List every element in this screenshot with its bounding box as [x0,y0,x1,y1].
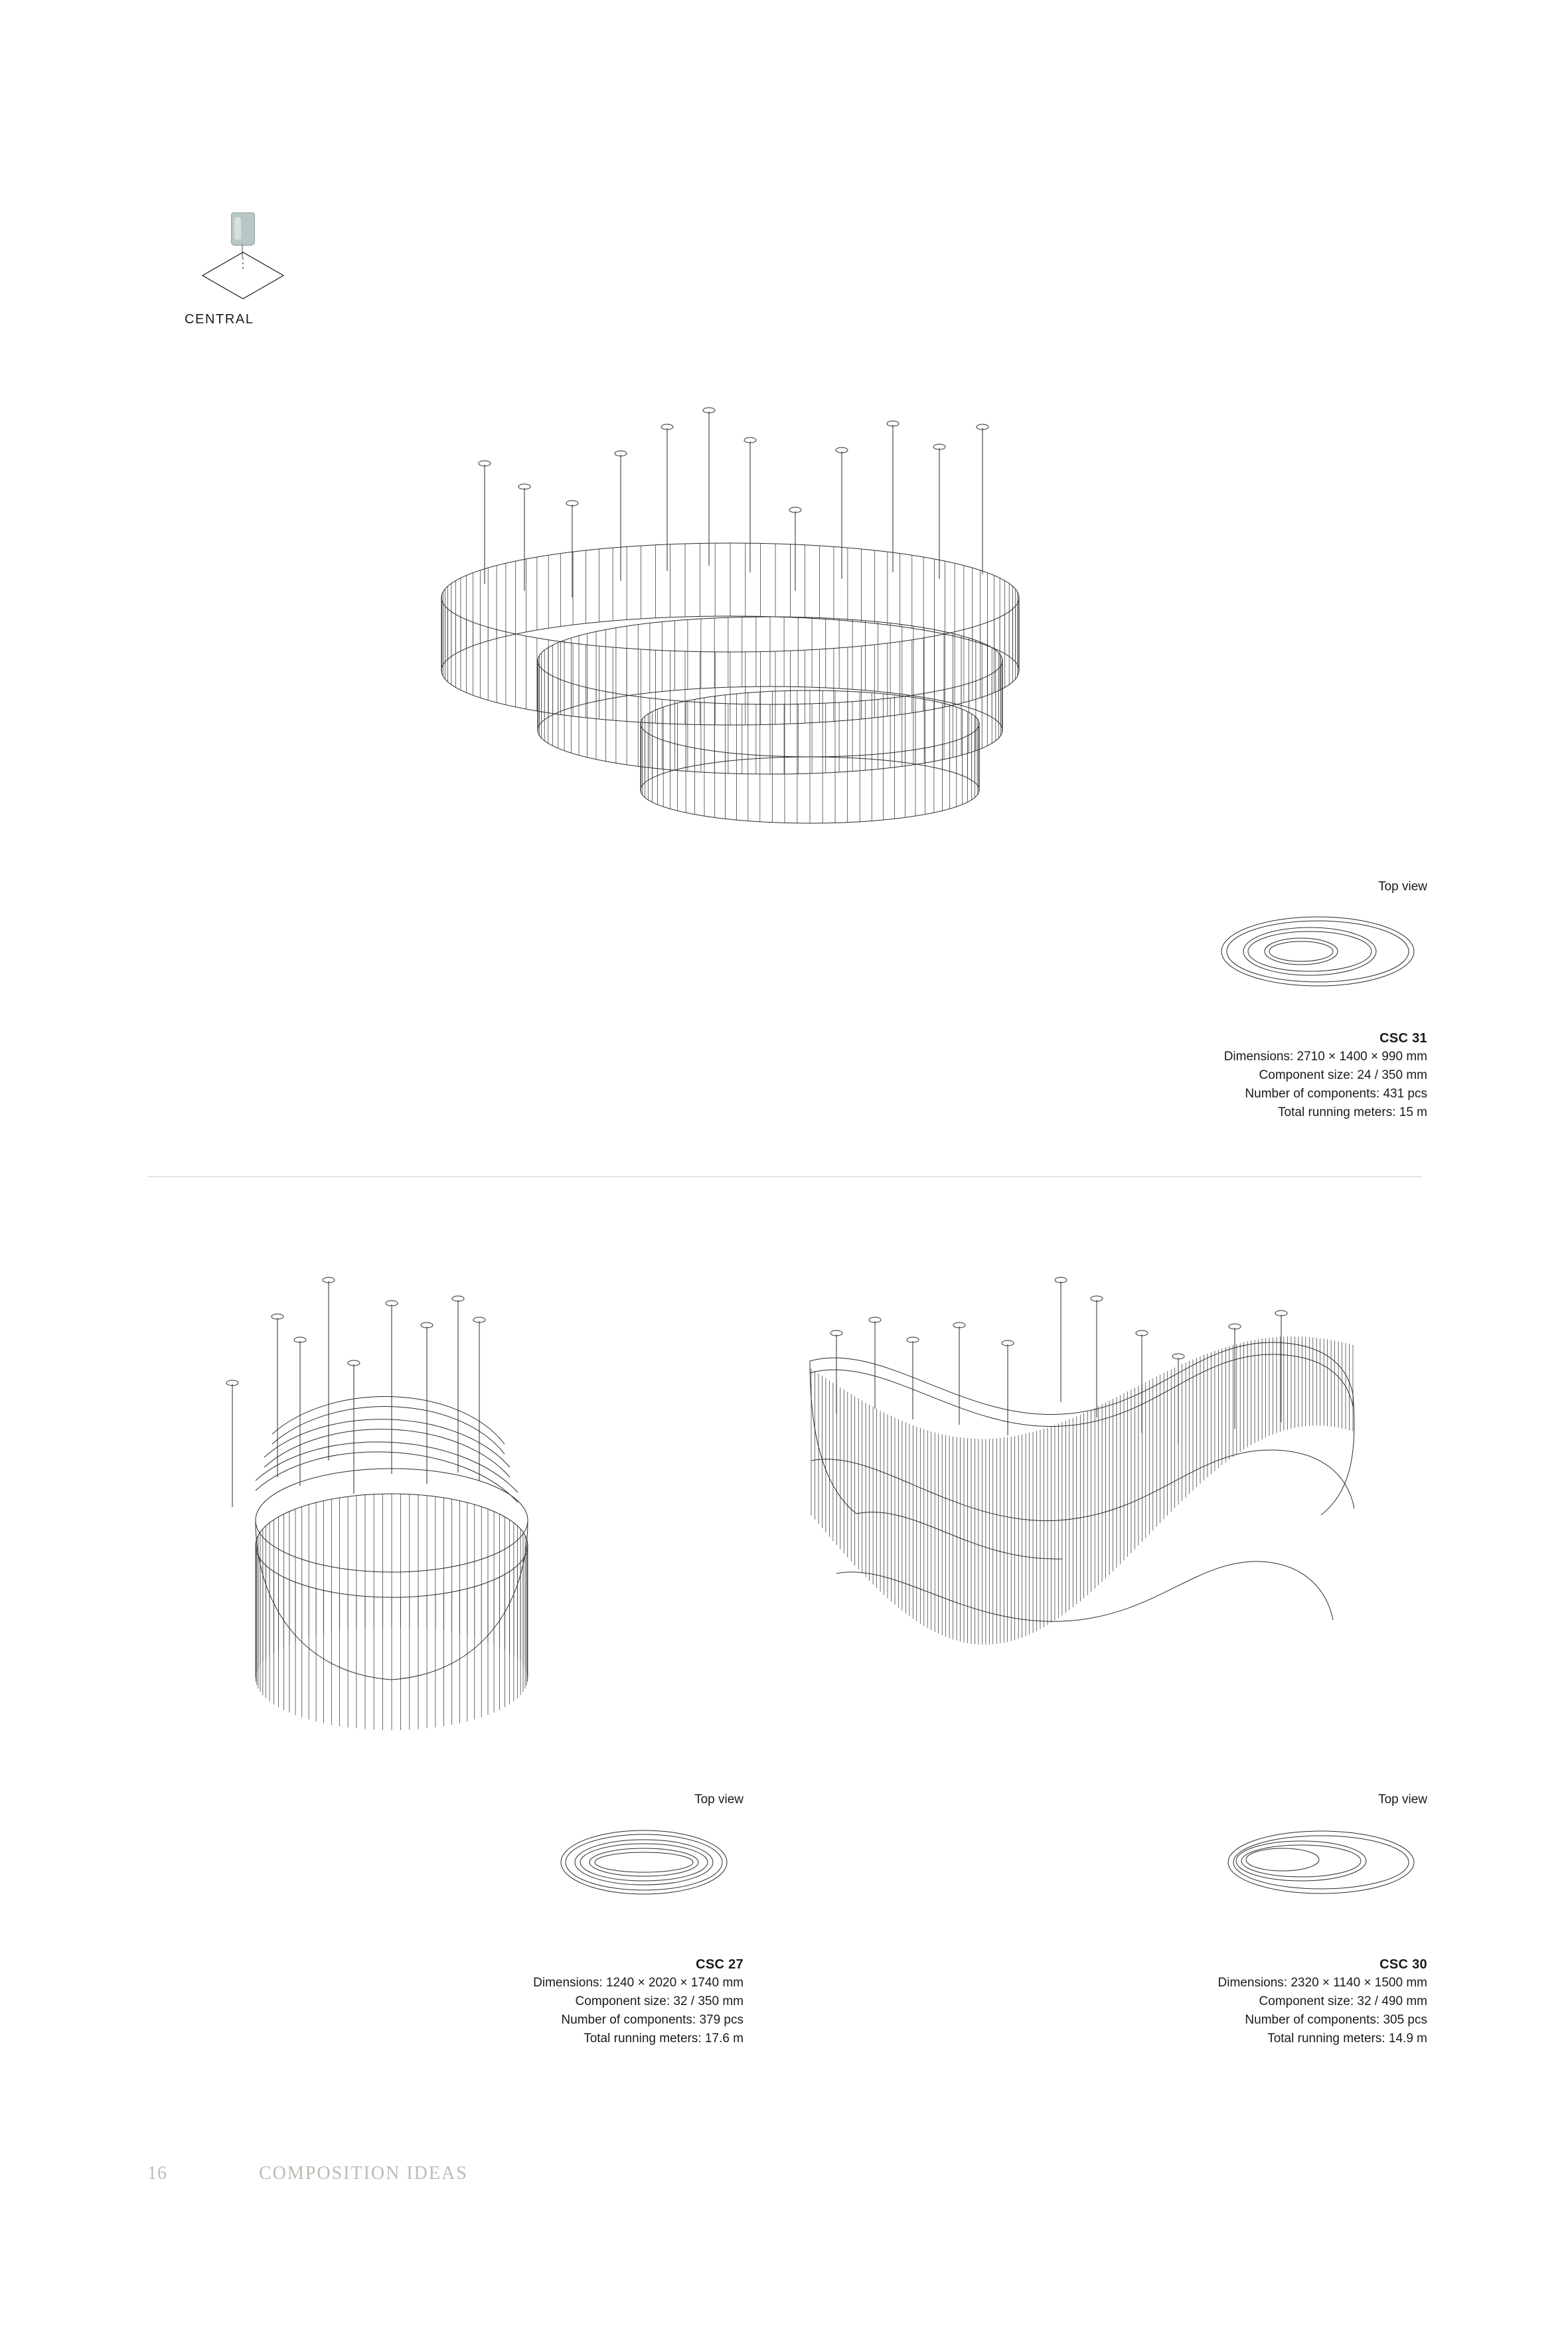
figure-csc31-topview-drawing [1202,903,1427,1003]
figure-csc27-specs [266,1955,744,2048]
page-number: 16 [147,2163,167,2184]
product-code: CSC 31 [1379,1031,1427,1046]
diamond-outline-icon [201,251,285,300]
spec-component-size: Component size: 32 / 490 mm [1259,1994,1427,2008]
figure-csc31-specs [949,1029,1427,1122]
spec-running-meters: Total running meters: 15 m [1278,1105,1427,1119]
section-title: COMPOSITION IDEAS [259,2163,468,2184]
spec-running-meters: Total running meters: 14.9 m [1267,2032,1427,2046]
figure-csc31-drawing [398,392,1142,943]
spec-dimensions: Dimensions: 2320 × 1140 × 1500 mm [1217,1976,1427,1990]
product-code: CSC 30 [1379,1957,1427,1972]
spec-number-components: Number of components: 305 pcs [1245,2013,1427,2027]
central-badge [185,212,344,327]
figure-csc27-topview-drawing [544,1816,744,1909]
spec-component-size: Component size: 32 / 350 mm [575,1994,744,2008]
central-label: CENTRAL [185,312,254,327]
spec-component-size: Component size: 24 / 350 mm [1259,1068,1427,1082]
spec-dimensions: Dimensions: 1240 × 2020 × 1740 mm [533,1976,744,1990]
figure-csc30-topview-drawing [1202,1816,1427,1909]
section-divider [147,1176,1422,1177]
product-code: CSC 27 [696,1957,744,1972]
figure-csc30-drawing [797,1261,1427,1812]
spec-number-components: Number of components: 431 pcs [1245,1087,1427,1101]
spec-dimensions: Dimensions: 2710 × 1400 × 990 mm [1223,1050,1427,1064]
figure-csc27-drawing [193,1242,737,1812]
spec-number-components: Number of components: 379 pcs [561,2013,744,2027]
spec-running-meters: Total running meters: 17.6 m [584,2032,744,2046]
figure-csc31-topview-label: Top view [1378,880,1427,894]
figure-csc30-specs [949,1955,1427,2048]
page-footer [147,2163,468,2184]
figure-csc27-topview-label: Top view [694,1793,744,1807]
figure-csc30-topview-label: Top view [1378,1793,1427,1807]
